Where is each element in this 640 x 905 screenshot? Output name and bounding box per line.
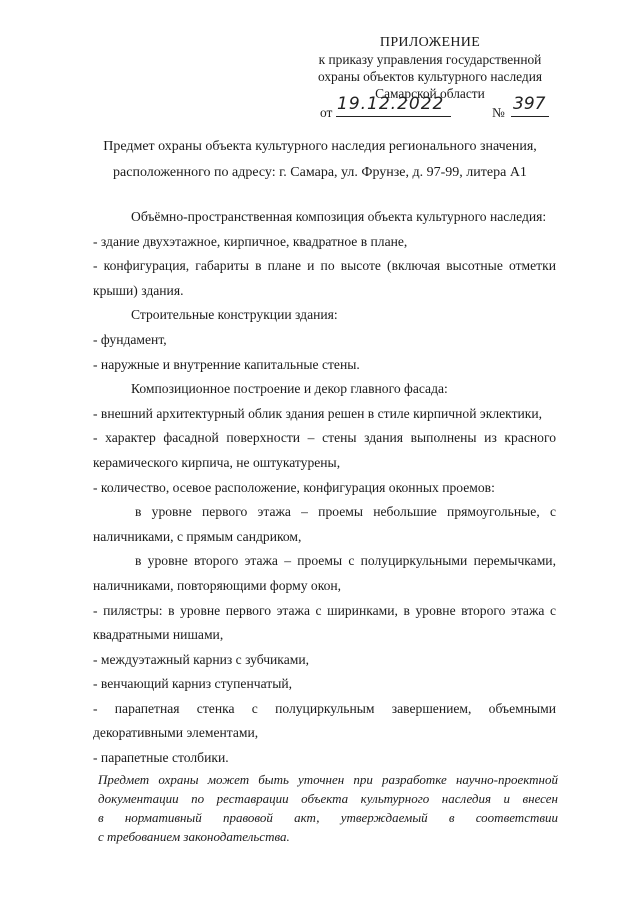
subject-line: расположенного по адресу: г. Самара, ул. Фрунзе, д. 97-99, литера А1 [113, 165, 527, 180]
list-item: - парапетные столбики. [93, 750, 229, 766]
note-line: документации по реставрации объекта культурного наследия и внесен [98, 791, 558, 806]
footer-note [98, 770, 558, 846]
appendix-header [305, 35, 555, 102]
number-underline [511, 116, 549, 117]
list-item: - наружные и внутренние капитальные стены. [93, 356, 360, 372]
number-prefix: № [492, 105, 505, 120]
document-body [93, 205, 556, 771]
appendix-title: ПРИЛОЖЕНИЕ [379, 35, 481, 50]
list-item: - количество, осевое расположение, конфигурация оконных проемов: [93, 479, 495, 495]
date-underline [336, 116, 451, 117]
appendix-line: к приказу управления государственной [318, 52, 542, 67]
note-line: с требованием законодательства. [98, 829, 290, 844]
list-item: - пилястры: в уровне первого этажа с ширинками, в уровне второго этажа с квадратными нишами, [93, 602, 556, 643]
list-item: - парапетная стенка с полуциркульным завершением, объемными декоративными элементами, [93, 700, 556, 741]
subject-heading [90, 134, 550, 186]
sub-list-item: в уровне первого этажа – проемы небольшие прямоугольные, с наличниками, с прямым сандриком, [93, 504, 556, 544]
order-date-handwritten: 19.12.2022 [337, 94, 445, 114]
list-item: - характер фасадной поверхности – стены здания выполнены из красного керамического кирпича, не оштукатурены, [93, 430, 556, 470]
section-heading: Композиционное построение и декор главного фасада: [131, 381, 448, 397]
list-item: - фундамент, [93, 331, 167, 347]
appendix-line: охраны объектов культурного наследия [317, 68, 543, 84]
sub-list-item: в уровне второго этажа – проемы с полуциркульными перемычками, наличниками, повторяющими форму окон, [93, 553, 556, 593]
appendix-line: Самарской области [375, 85, 485, 101]
note-line: в нормативный правовой акт, утверждаемый в соответствии [98, 810, 558, 825]
list-item: - конфигурация, габариты в плане и по высоте (включая высотные отметки крыши) здания. [93, 258, 556, 298]
section-heading: Строительные конструкции здания: [131, 307, 338, 323]
list-item: - венчающий карниз ступенчатый, [93, 676, 293, 692]
subject-line: Предмет охраны объекта культурного наследия регионального значения, [103, 139, 537, 154]
list-item: - здание двухэтажное, кирпичное, квадратное в плане, [93, 233, 408, 249]
order-number-handwritten: 397 [513, 94, 546, 114]
note-line: Предмет охраны может быть уточнен при разработке научно-проектной [98, 772, 558, 787]
date-prefix: от [320, 105, 333, 120]
list-item: - внешний архитектурный облик здания решен в стиле кирпичной эклектики, [93, 405, 543, 421]
section-heading: Объёмно-пространственная композиция объекта культурного наследия: [131, 209, 547, 224]
list-item: - междуэтажный карниз с зубчиками, [93, 651, 310, 667]
order-date-number [320, 94, 550, 120]
